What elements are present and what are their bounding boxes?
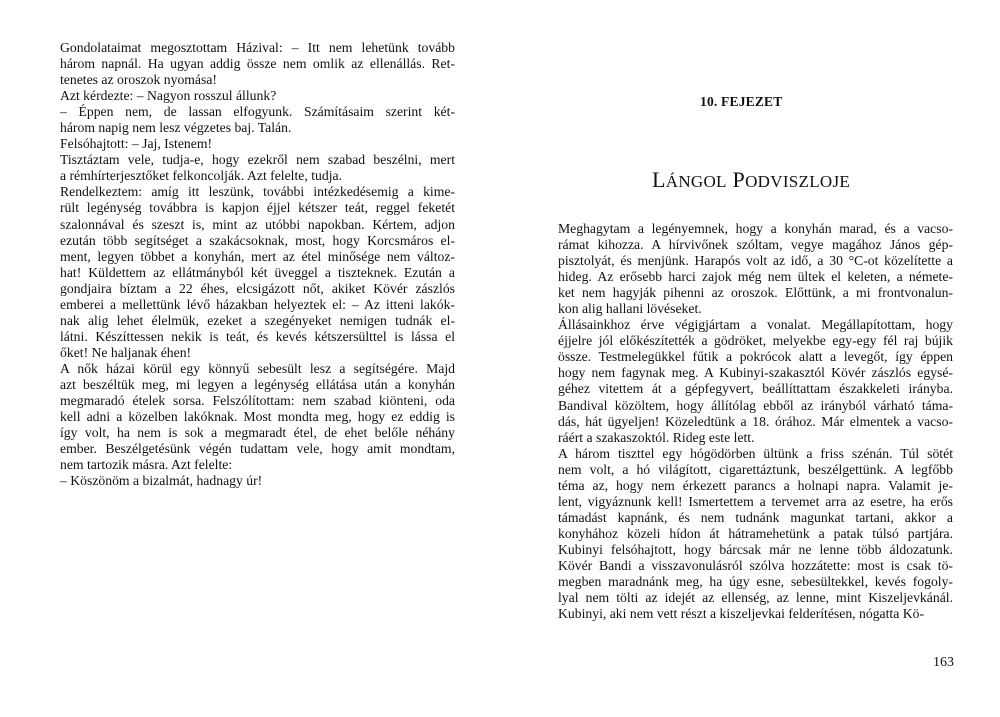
text-line: Bandival közöltem, hogy állítólag ebből az irányból várható táma- xyxy=(558,397,953,413)
text-line: nem tartozik másra. Azt felelte: xyxy=(60,457,233,473)
right-page-text xyxy=(545,221,953,622)
text-line: három napig nem lesz végzetes baj. Talán. xyxy=(60,120,292,136)
text-line: Meghagytam a legényemnek, hogy a konyhán marad, és a vacso- xyxy=(558,221,953,236)
text-line: rült legénység továbbra is kapjon éjjel kétszer teát, reggel feketét xyxy=(60,200,455,216)
text-line: hideg. Az erősebb harci zajok még nem ültek el keleten, a németе- xyxy=(558,269,953,285)
paragraph xyxy=(47,361,455,473)
text-line: a rémhírterjesztőket felkoncolják. Azt felelte, tudja. xyxy=(60,168,342,184)
text-line: pisztolyát, és menjünk. Harapós volt az idő, a 30 °C-ot közelítette a xyxy=(558,253,953,269)
text-line: Azt kérdezte: – Nagyon rosszul állunk? xyxy=(60,88,277,104)
paragraph xyxy=(47,40,455,88)
chapter-title-initial: P xyxy=(726,167,746,192)
paragraph xyxy=(545,221,953,317)
text-line: ember. Beszélgetésünk végén tudattam vele, hogy amit mondtam, xyxy=(60,441,455,457)
text-line: őket! Ne haljanak éhen! xyxy=(60,344,192,360)
text-line: konyhához közeli hídon át hátramehetünk a patak túlsó partjára. xyxy=(558,525,953,541)
text-line: ket nem hagyják pihenni az oroszok. Előttünk, a mi frontvonalun- xyxy=(558,285,953,301)
text-line: látni. Készíttessen nekik is teát, és kevés kétszersülttel is lássa el xyxy=(60,328,455,344)
paragraph xyxy=(545,446,953,623)
paragraph xyxy=(47,152,455,184)
paragraph xyxy=(47,104,455,136)
text-line: Tisztáztam vele, tudja-e, hogy ezekről nem szabad beszélni, mert xyxy=(60,152,455,168)
text-line: Kubinyi felsóhajtott, hogy bárcsak már ne lenne több áldozatunk. xyxy=(558,541,953,557)
text-line: Kubinyi, aki nem vett részt a kiszeljevkai felderítésen, nógatta Kö- xyxy=(558,606,925,622)
text-line: hat! Küldettem az ellátmányból két üveggel a tiszteknek. Ezután a xyxy=(60,264,455,280)
text-line: A nők házai körül egy könnyű sebesült lesz a segítségére. Majd xyxy=(60,360,455,376)
page-number: 163 xyxy=(933,655,954,670)
text-line: kell adni a közelben lakóknak. Most mondta meg, hogy ez eddig is xyxy=(60,409,455,425)
text-line: Kövér Bandi a visszavonulásról szólva hozzátette: most is csak tö- xyxy=(558,557,953,573)
chapter-title-initial: L xyxy=(652,167,666,192)
chapter-title-smallcaps: ÁNGOL xyxy=(665,172,727,191)
text-line: Gondolataimat megosztottam Házival: – Itt nem lehetünk tovább xyxy=(60,40,455,55)
text-line: szalonnával és szeszt is, mint az utóbbi napokban. Kértem, adjon xyxy=(60,216,455,232)
text-line: így volt, ha nem is sok a megmaradt étel, de ehet belőle néhány xyxy=(60,425,455,441)
text-line: géhez vitettem át a gépfegyvert, beállíttattam északkeleti irányba. xyxy=(558,381,953,397)
text-line: téma az, hogy nem érkezett parancs a holnapi napra. Valamit je- xyxy=(558,477,953,493)
paragraph xyxy=(47,88,455,104)
text-line: Állásainkhoz érve végigjártam a vonalat. Megállapítottam, hogy xyxy=(558,317,953,333)
text-line: ráért a szakaszoktól. Rideg este lett. xyxy=(558,429,755,445)
paragraph xyxy=(47,136,455,152)
text-line: össze. Testmelegükkel fűtik a pokrócok alatt a levegőt, így éppen xyxy=(558,349,953,365)
text-line: ezután több segítséget a szakácsoknak, most, hogy Korcsmáros el- xyxy=(60,232,455,248)
text-line: Felsóhajtott: – Jaj, Istenem! xyxy=(60,136,213,152)
chapter-title xyxy=(652,167,850,193)
left-page-text xyxy=(47,40,455,489)
text-line: azt beszéltük meg, mi legyen a legénység ellátása után a konyhán xyxy=(60,376,455,392)
text-line: rámat kihozza. A hírvivőnek szóltam, vegye magához János gép- xyxy=(558,237,953,253)
paragraph xyxy=(47,184,455,361)
text-line: gondjaira bíztam a 22 éhes, elcsigázott nőt, akiket Kövér zászlós xyxy=(60,280,455,296)
text-line: éjjelre jól előkészítették a gödröket, melyekbe egy-egy fél raj bújik xyxy=(558,333,953,349)
text-line: megmaradó ételek sorsa. Felszólítottam: nem szabad kiönteni, oda xyxy=(60,393,455,409)
right-page xyxy=(500,0,1000,717)
text-line: A három tiszttel egy hógödörben ültünk a friss szénán. Túl sötét xyxy=(558,445,953,461)
text-line: – Köszönöm a bizalmát, hadnagy úr! xyxy=(60,473,263,489)
text-line: – Éppen nem, de lassan elfogyunk. Számításaim szerint két- xyxy=(60,104,455,120)
text-line: ment, legyen többet a konyhán, mert az étel minősége nem változ- xyxy=(60,248,455,264)
chapter-title-smallcaps: ODVISZLOJE xyxy=(745,172,851,191)
text-line: lyal nem tölti az idejét az ellenség, az lenne, mint Kiszeljevkánál. xyxy=(558,590,953,606)
text-line: lent, vigyáznunk kell! Ismertettem a tervemet arra az esetre, ha erős xyxy=(558,493,953,509)
text-line: kon alig hallani lövéseket. xyxy=(558,301,702,317)
text-line: Rendelkeztem: amíg itt leszünk, további intézkedésemig a kime- xyxy=(60,184,455,200)
paragraph xyxy=(47,473,455,489)
paragraph xyxy=(545,317,953,445)
text-line: tenetes az oroszok nyomása! xyxy=(60,72,217,88)
text-line: nak alig lehet élelmük, ezeket a szegényeket nemigen tudnák el- xyxy=(60,312,455,328)
text-line: támadást kapnánk, és nem tudnánk magunkat tartani, akkor a xyxy=(558,509,953,525)
text-line: dás, hát ügyeljen! Közeledtünk a 18. órához. Már elmentek a vacso- xyxy=(558,413,953,429)
text-line: három napnál. Ha ugyan addig össze nem omlik az ellenállás. Ret- xyxy=(60,56,455,72)
chapter-label: 10. FEJEZET xyxy=(700,94,783,109)
text-line: hogy nem fagynak meg. A Kubinyi-szakasztól Kövér zászlós egysé- xyxy=(558,365,953,381)
text-line: nem volt, a hó világított, cigarettáztunk, beszélgettünk. A legfőbb xyxy=(558,461,953,477)
text-line: emberei a mellettünk lévő házakban helyeztek el: – Az itteni lakók- xyxy=(60,296,455,312)
text-line: megben maradnánk meg, ha úgy esne, sebesültekkel, kevés fogoly- xyxy=(558,574,953,590)
